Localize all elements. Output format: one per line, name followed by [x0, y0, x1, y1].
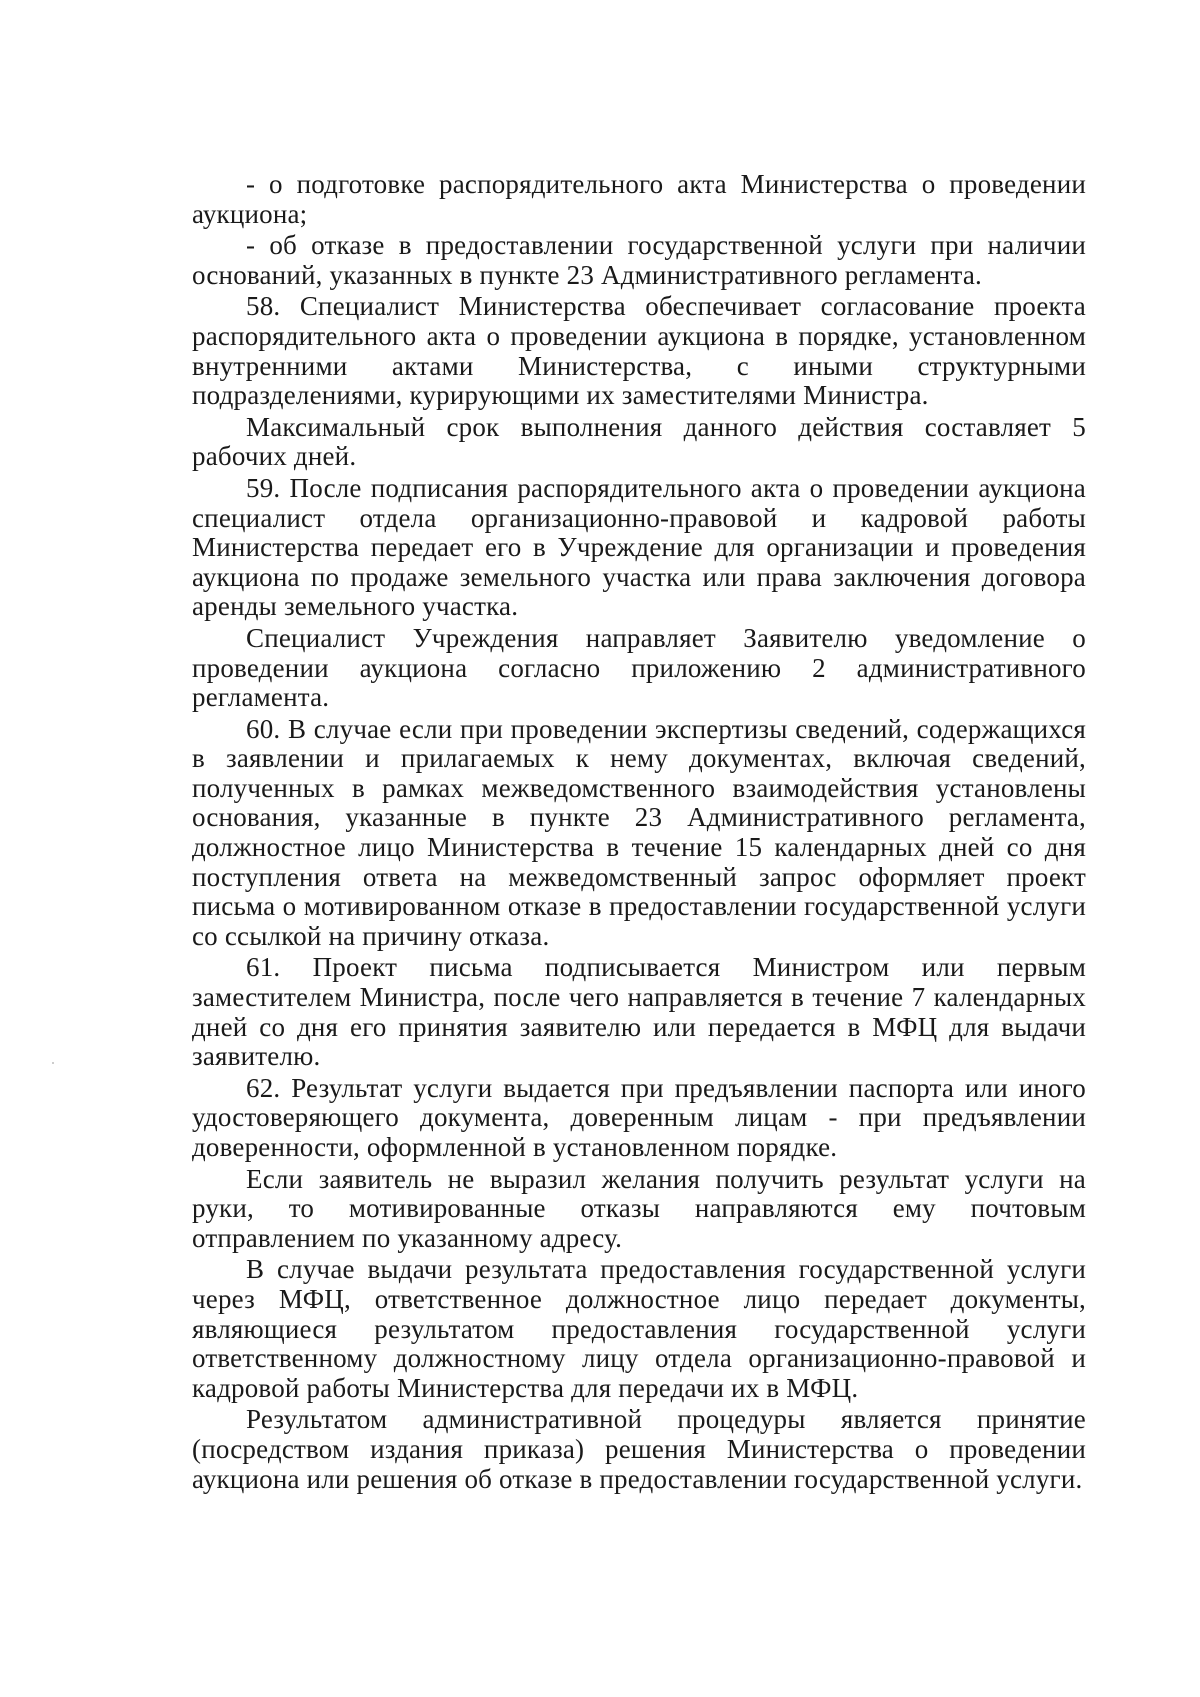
document-body [192, 170, 1086, 1494]
paragraph-result: Результатом административной процедуры является принятие (посредством издания приказа) решения Министерства о проведении аукциона или решения об отказе в предоставлении государственной услуги. [192, 1404, 1086, 1494]
scan-speck [52, 1062, 54, 1064]
paragraph-59: 59. После подписания распорядительного акта о проведении аукциона специалист отдела организационно-правовой и кадровой работы Министерства передает его в Учреждение для организации и проведения аукциона по продаже земельного участка или права заключения договора аренды земельного участка. [192, 472, 1086, 622]
paragraph-bullet-1: - о подготовке распорядительного акта Министерства о проведении аукциона; [192, 169, 1086, 229]
paragraph-59-notice: Специалист Учреждения направляет Заявителю уведомление о проведении аукциона согласно приложению 2 административного регламента. [192, 622, 1086, 713]
paragraph-62-mail: Если заявитель не выразил желания получить результат услуги на руки, то мотивированные отказы направляются ему почтовым отправлением по указанному адресу. [192, 1163, 1086, 1253]
paragraph-62-mfc: В случае выдачи результата предоставления государственной услуги через МФЦ, ответственное должностное лицо передает документы, являющиеся результатом предоставления государственной услуги ответственному должностному лицу отдела организационно-правовой и кадровой работы Министерства для передачи их в МФЦ. [192, 1254, 1086, 1403]
paragraph-62: 62. Результат услуги выдается при предъявлении паспорта или иного удостоверяющего документа, доверенным лицам - при предъявлении доверенности, оформленной в установленном порядке. [192, 1072, 1086, 1162]
paragraph-60: 60. В случае если при проведении экспертизы сведений, содержащихся в заявлении и прилагаемых к нему документах, включая сведений, полученных в рамках межведомственного взаимодействия установлены основания, указанные в пункте 23 Административного регламента, должностное лицо Министерства в течение 15 календарных дней со дня поступления ответа на межведомственный запрос оформляет проект письма о мотивированном отказе в предоставлении государственной услуги со ссылкой на причину отказа. [192, 713, 1086, 951]
paragraph-bullet-2: - об отказе в предоставлении государственной услуги при наличии оснований, указанных в пункте 23 Административного регламента. [192, 230, 1086, 290]
paragraph-58: 58. Специалист Министерства обеспечивает согласование проекта распорядительного акта о проведении аукциона в порядке, установленном внутренними актами Министерства, с иными структурными подразделениями, курирующими их заместителями Министра. [192, 291, 1086, 411]
paragraph-61: 61. Проект письма подписывается Министром или первым заместителем Министра, после чего направляется в течение 7 календарных дней со дня его принятия заявителю или передается в МФЦ для выдачи заявителю. [192, 952, 1086, 1072]
paragraph-58-deadline: Максимальный срок выполнения данного действия составляет 5 рабочих дней. [192, 411, 1086, 472]
